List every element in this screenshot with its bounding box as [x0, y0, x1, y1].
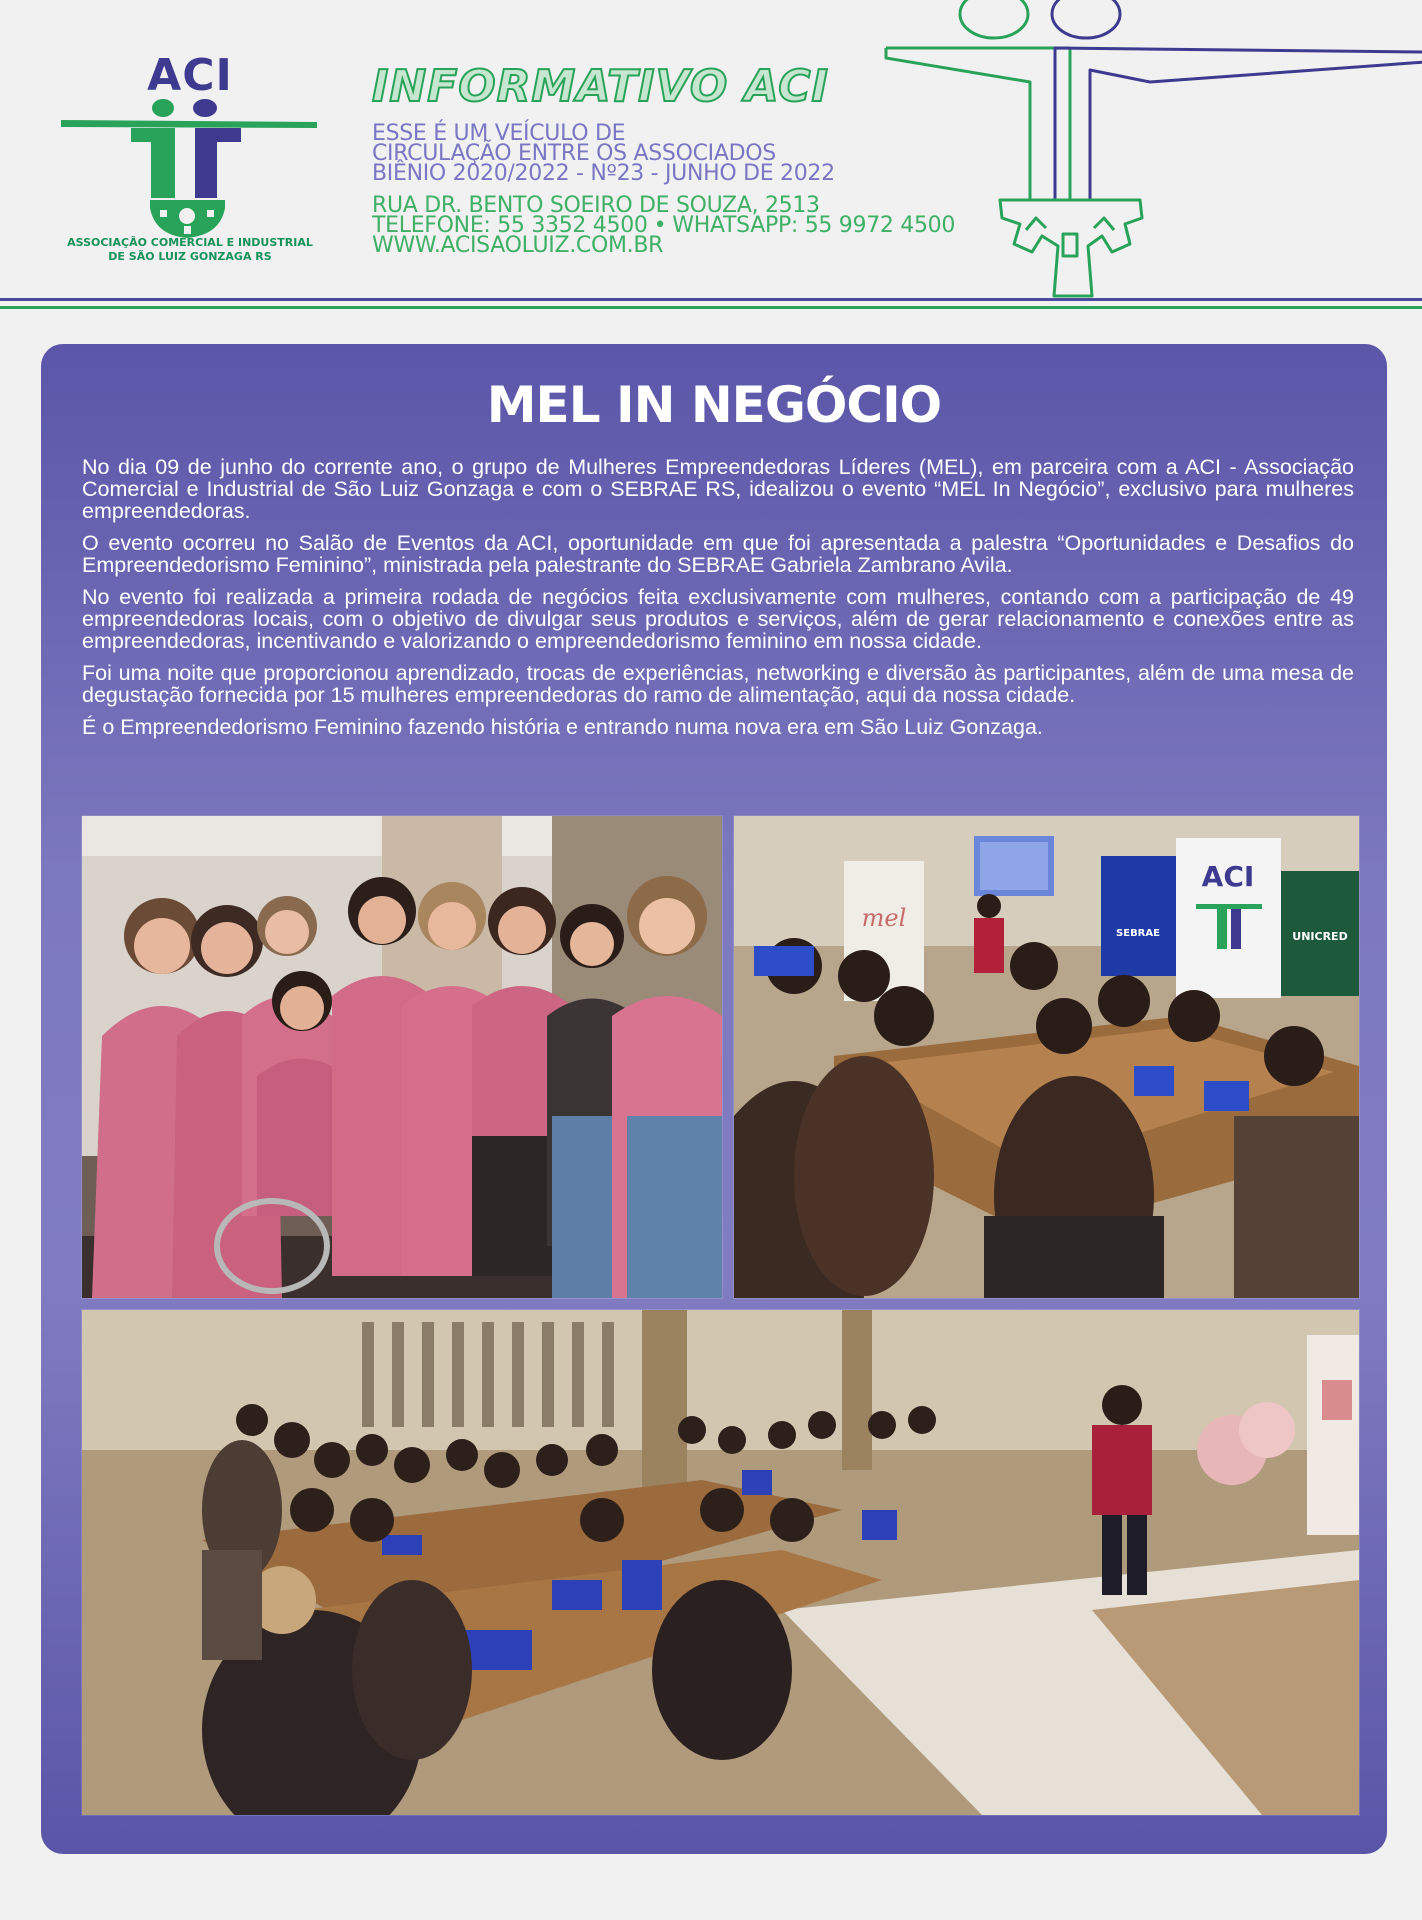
separator-dot: •: [653, 213, 667, 238]
aci-mascot-outline-icon: [880, 0, 1422, 300]
article-paragraph: O evento ocorreu no Salão de Eventos da ACI, oportunidade em que foi apresentada a palestra “Oportunidades e Desafios do Empreendedorismo Feminino”, ministrada pela palestrante do SEBRAE Gabriela Zambrano Avila.: [82, 531, 1354, 577]
address: RUA DR. BENTO SOEIRO DE SOUZA, 2513: [372, 193, 820, 218]
article-body: [82, 456, 1354, 748]
whatsapp: WHATSAPP: 55 9972 4500: [672, 213, 956, 238]
article-paragraph: No evento foi realizada a primeira rodada de negócios feita exclusivamente com mulheres, contando com a participação de 49 empreendedoras locais, com o objetivo de divulgar seus produtos e serviços, além de gerar relacionamento e conexões entre as empreendedoras, incentivando e valorizando o empreendedorismo feminino em nossa cidade.: [82, 585, 1354, 653]
article-paragraph: Foi uma noite que proporcionou aprendizado, trocas de experiências, networking e diversão às participantes, além de uma mesa de degustação fornecida por 15 mulheres empreendedoras do ramo de alimentação, aqui da nossa cidade.: [82, 661, 1354, 707]
newsletter-header: [0, 0, 1422, 320]
phone: TELEFONE: 55 3352 4500: [372, 213, 648, 238]
logo-acronym: ACI: [147, 50, 233, 101]
info-line: ESSE É UM VEÍCULO DE: [372, 121, 626, 146]
article-panel: [41, 344, 1387, 1854]
banner-mel-text: mel: [861, 904, 907, 932]
header-rule-blue: [0, 298, 1422, 301]
photo-group-toast: [82, 816, 722, 1298]
logo-org-line2: DE SÃO LUIZ GONZAGA RS: [108, 250, 272, 263]
article-paragraph: É o Empreendedorismo Feminino fazendo história e entrando numa nova era em São Luiz Gonzaga.: [82, 715, 1043, 739]
banner-sebrae-text: SEBRAE: [1116, 928, 1160, 939]
banner-aci-text: ACI: [1201, 860, 1255, 893]
info-line: CIRCULAÇÃO ENTRE OS ASSOCIADOS: [372, 141, 776, 166]
website-link[interactable]: WWW.ACISAOLUIZ.COM.BR: [372, 233, 664, 258]
info-line: BIÊNIO 2020/2022 - Nº23 - JUNHO DE 2022: [372, 161, 835, 186]
article-title: MEL IN NEGÓCIO: [486, 376, 942, 434]
logo-org-line1: ASSOCIAÇÃO COMERCIAL E INDUSTRIAL: [67, 236, 313, 249]
header-rule-green: [0, 306, 1422, 309]
banner-unicred-text: UNICRED: [1292, 930, 1348, 943]
newsletter-title: INFORMATIVO ACI: [372, 61, 829, 112]
aci-logo: [55, 50, 325, 270]
photo-event-room: [82, 1310, 1359, 1815]
photo-presentation: [734, 816, 1359, 1298]
article-paragraph: No dia 09 de junho do corrente ano, o grupo de Mulheres Empreendedoras Líderes (MEL), em parceira com a ACI - Associação Comercial e Industrial de São Luiz Gonzaga e com o SEBRAE RS, idealizou o evento “MEL In Negócio”, exclusivo para mulheres empreendedoras.: [82, 455, 1354, 523]
